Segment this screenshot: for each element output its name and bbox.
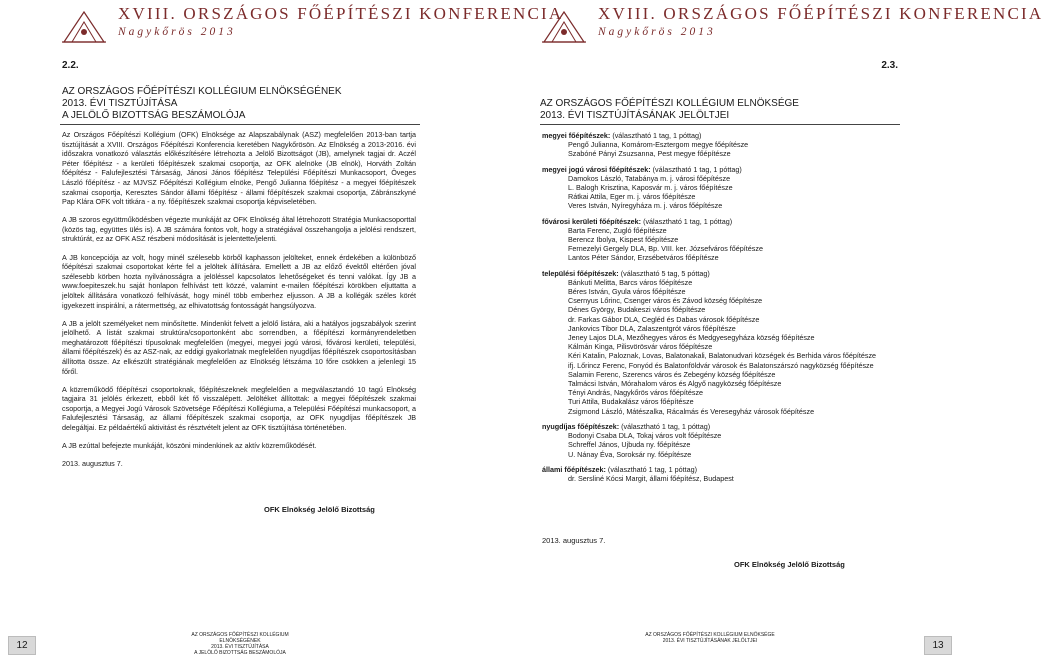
footer-line: AZ ORSZÁGOS FŐÉPÍTÉSZI KOLLÉGIUM ELNÖKSÉGÉNEK (191, 632, 289, 644)
candidate-item: Talmácsi István, Mórahalom város és Algyő nagyközség főépítésze (568, 379, 782, 389)
footer-line: AZ ORSZÁGOS FŐÉPÍTÉSZI KOLLÉGIUM ELNÖKSÉGE (645, 632, 775, 638)
conference-subtitle: Nagykőrös 2013 (118, 26, 236, 38)
group-note: (választható 1 tag, 1 póttag) (621, 421, 711, 431)
group-note: (választható 5 tag, 5 póttag) (620, 268, 710, 278)
conference-header (540, 0, 1043, 48)
section-number: 2.3. (881, 60, 898, 71)
group-label: megyei főépítészek: (542, 131, 611, 140)
page-footer (180, 632, 300, 656)
conference-title: XVIII. ORSZÁGOS FŐÉPÍTÉSZI KONFERENCIA (118, 4, 564, 23)
group-title (542, 422, 902, 431)
section-title (540, 98, 799, 122)
candidate-item: Schreffel János, Ujbuda ny. főépítésze (568, 440, 691, 450)
footer-line: A JELÖLŐ BIZOTTSÁG BESZÁMOLÓJA (194, 650, 286, 656)
candidate-group (542, 422, 902, 459)
section-title-line: AZ ORSZÁGOS FŐÉPÍTÉSZI KOLLÉGIUM ELNÖKSÉGÉNEK (62, 86, 342, 97)
section-title-line: AZ ORSZÁGOS FŐÉPÍTÉSZI KOLLÉGIUM ELNÖKSÉGE (540, 98, 799, 109)
paragraph: A JB a jelölt személyeket nem minősítette. Mindenkit felvett a jelölő listára, aki a hatályos jogszabályok szerint jelölhető. A listát szakmai struktúra/csoportonként abc sorrendben, a főépítészi kormányrendeletben meghatározott főépítészi típusoknak megfelelően (megyei, megyei jogú városi, fővárosi kerületi, települési, állami főépítészek) és az ASZ-nak, az eddigi gyakorlatnak megfelelően nyugdíjas főépítészek csoportosításban állította össze. Az elkészült stratégiának megfelelően az Elnökség létszáma 10 főre csökken a jelenlegi 15 főről. (62, 318, 416, 376)
section-title-line: A JELÖLŐ BIZOTTSÁG BESZÁMOLÓJA (62, 110, 246, 121)
candidate-list (542, 131, 902, 489)
candidate-item: Bánkuti Melitta, Barcs város főépítésze (568, 277, 693, 287)
right-page (480, 0, 1043, 655)
candidate-item: Jankovics Tibor DLA, Zalaszentgrót város főépítésze (568, 323, 736, 333)
group-title (542, 217, 902, 226)
signature: OFK Elnökség Jelölő Bizottság (264, 505, 375, 514)
page-number: 13 (924, 636, 952, 655)
group-title (542, 269, 902, 278)
candidate-item: Bodonyi Csaba DLA, Tokaj város volt főépítésze (568, 431, 722, 441)
group-label: megyei jogú városi főépítészek: (542, 164, 651, 174)
divider (540, 124, 900, 125)
date: 2013. augusztus 7. (62, 459, 123, 469)
candidate-item: Barta Ferenc, Zugló főépítésze (568, 225, 667, 235)
paragraph: A közreműködő főépítészi csoportoknak, főépítészeknek megfelelően a megválasztandó 10 tagú Elnökség tagjaira 31 jelölés érkezett, ebből két fő visszalépett. Jelöltéket állítottak: a megyei főépítészek szakmai csoportja, a Megyei Jogú Városok Szövetsége Főépítészi Kollégiuma, a Települési Főépítészi munkacsoport, a Falufejlesztési Társaság, az állami főépítészek szakmai csoportja, az OFK nyugdíjas főépítészek JB delegáltjai. Ez példaértékű aktivitást és résztvételt jelent az OFK tisztújítása történetében. (62, 384, 416, 433)
date: 2013. augusztus 7. (542, 536, 606, 545)
page-number: 12 (8, 636, 36, 655)
candidate-group (542, 269, 902, 416)
group-label: fővárosi kerületi főépítészek: (542, 216, 642, 226)
footer-line: 2013. ÉVI TISZTÚJÍTÁSA (211, 644, 269, 650)
candidate-item: Turi Attila, Budakalász város főépítésze (568, 397, 694, 407)
signature: OFK Elnökség Jelölő Bizottság (734, 560, 845, 569)
group-title (542, 165, 902, 174)
group-note: (választható 1 tag, 1 póttag) (643, 216, 733, 226)
candidate-item: Lantos Péter Sándor, Erzsébetváros főépítésze (568, 253, 719, 263)
candidate-item: Fernezelyi Gergely DLA, Bp. VIII. ker. Józsefváros főépítésze (568, 244, 763, 254)
candidate-item: ifj. Lőrincz Ferenc, Fonyód és Balatonföldvár városok és Balatonszárszó nagyközség főépítésze (568, 360, 874, 370)
divider (60, 124, 420, 125)
candidate-item: dr. Farkas Gábor DLA, Cegléd és Dabas városok főépítésze (568, 314, 760, 324)
conference-title: XVIII. ORSZÁGOS FŐÉPÍTÉSZI KONFERENCIA (598, 4, 1043, 23)
candidate-item: Jeney Lajos DLA, Mezőhegyes város és Medgyesegyháza község főépítésze (568, 333, 815, 343)
group-label: települési főépítészek: (542, 268, 619, 278)
report-body (62, 130, 416, 477)
group-title (542, 465, 902, 474)
section-title-line: 2013. ÉVI TISZTÚJÍTÁSÁNAK JELÖLTJEI (540, 110, 730, 121)
candidate-item: Zsigmond László, Mátészalka, Rácalmás és Veresegyház városok főépítésze (568, 406, 815, 416)
candidate-item: Tényi András, Nagykőrös város főépítésze (568, 388, 704, 398)
candidate-item: Szabóné Pányi Zsuzsanna, Pest megye főépítésze (568, 149, 731, 159)
candidate-item: Kéri Katalin, Paloznak, Lovas, Balatonakali, Balatonudvari községek és Berhida város főépítésze (568, 351, 877, 361)
conference-header (60, 0, 564, 48)
candidate-group (542, 131, 902, 159)
candidate-item: Veres István, Nyíregyháza m. j. város főépítésze (568, 201, 723, 211)
paragraph: Az Országos Főépítészi Kollégium (OFK) Elnöksége az Alapszabálynak (ASZ) megfelelően 2013-ban tartja tisztújítását a XVIII. Országos Főépítészi Konferencia keretében Nagykőrösön. Az Elnökség a 2013-2016. évi időszakra vonatkozó választás előkészítésére létrehozta a Jelölő Bizottságot (JB), amelynek tagjai dr. Aczél Péter főépítész - a kerületi főépítészek szakmai csoportja, az OFK alelnöke (JB elnök), Horváth Zoltán főépítész - Falufejlesztési Társaság, Jánosi János főépítész Települési Főépítészi Munkacsoport, Öveges László főépítész - az MJVSZ Főépítészi Kollégium elnöke, Pengő Julianna főépítész - a megyei főépítészek szakmai csoportja, Keresztes Sándor állami főépítész - állami főépítészek szakmai csoportja, Zábránszkyné Pap Klára OFK volt titkára - a ny. főépítészek szakmai csoportja képviseletében. (62, 130, 416, 207)
candidate-group (542, 165, 902, 211)
candidate-group (542, 465, 902, 483)
paragraph: A JB koncepciója az volt, hogy minél szélesebb körből kaphasson jelölteket, ennek érdekében a különböző főépítészi szakmai csoportokat kérte fel a jelöltek állítására. Emellett a JB az előző évektől eltérően jóval szélesebb körben hozta nyilvánosságra a jelöléssel kapcsolatos lehetőségeket és tenni valókat. Így JB a www.foepiteszek.hu saját honlapon felhívást tett közzé, valamint e-mailen főépítészi körökben eljuttatta a jelöltek állítására vonatkozó felhívását, hogy minél több emberhez eljusson. A JB a kollégák széles körét igyekezett inspirálni, a rátermettség, az elhivatottság fontosságát hangsúlyozva. (62, 252, 416, 310)
paragraph: A JB szoros együttműködésben végezte munkáját az OFK Elnökség által létrehozott Stratégia Munkacsoporttal (közös tag, együttes ülés is). A JB számára fontos volt, hogy a stratégiával összehangolja a jelölési rendszert, struktúrát, ez az OFK ASZ részbeni módosítását is jelentette/jelenti. (62, 215, 416, 244)
conference-subtitle: Nagykőrös 2013 (598, 26, 716, 38)
group-label: nyugdíjas főépítészek: (542, 421, 620, 431)
conference-logo-icon (540, 6, 588, 46)
page-footer (630, 632, 790, 644)
candidate-item: Salamin Ferenc, Szerencs város és Zebegény község főépítésze (568, 369, 776, 379)
candidate-item: Berencz Ibolya, Kispest főépítésze (568, 235, 679, 245)
group-note: (választható 1 tag, 1 póttag) (652, 164, 742, 174)
candidate-item: Dénes György, Budakeszi város főépítésze (568, 305, 706, 315)
candidate-item: Kálmán Kinga, Pilisvörösvár város főépítésze (568, 342, 713, 352)
candidate-item: dr. Sersliné Kócsi Margit, állami főépítész, Budapest (568, 473, 734, 483)
candidate-item: L. Balogh Krisztina, Kaposvár m. j. város főépítésze (568, 183, 733, 193)
footer-line: 2013. ÉVI TISZTÚJÍTÁSÁNAK JELÖLTJEI (662, 638, 758, 644)
section-title (62, 86, 342, 122)
group-title (542, 131, 902, 140)
section-title-line: 2013. ÉVI TISZTÚJÍTÁSA (62, 98, 178, 109)
candidate-item: Damokos László, Tatabánya m. j. városi főépítésze (568, 173, 731, 183)
paragraph: A JB ezúttal befejezte munkáját, köszöni mindenkinek az aktív közreműködését. (62, 441, 317, 451)
candidate-item: U. Nánay Éva, Soroksár ny. főépítésze (568, 449, 692, 459)
candidate-item: Béres István, Gyula város főépítésze (568, 287, 686, 297)
candidate-item: Pengő Julianna, Komárom-Esztergom megye főépítésze (568, 140, 749, 150)
group-label: állami főépítészek: (542, 464, 606, 474)
candidate-item: Csernyus Lőrinc, Csenger város és Závod község főépítésze (568, 296, 763, 306)
group-note: (választható 1 tag, 1 póttag) (607, 464, 698, 474)
candidate-group (542, 217, 902, 263)
section-number: 2.2. (62, 60, 79, 71)
conference-logo-icon (60, 6, 108, 46)
candidate-item: Rátkai Attila, Eger m. j. város főépítésze (568, 192, 696, 202)
group-note: (választható 1 tag, 1 póttag) (612, 131, 702, 140)
